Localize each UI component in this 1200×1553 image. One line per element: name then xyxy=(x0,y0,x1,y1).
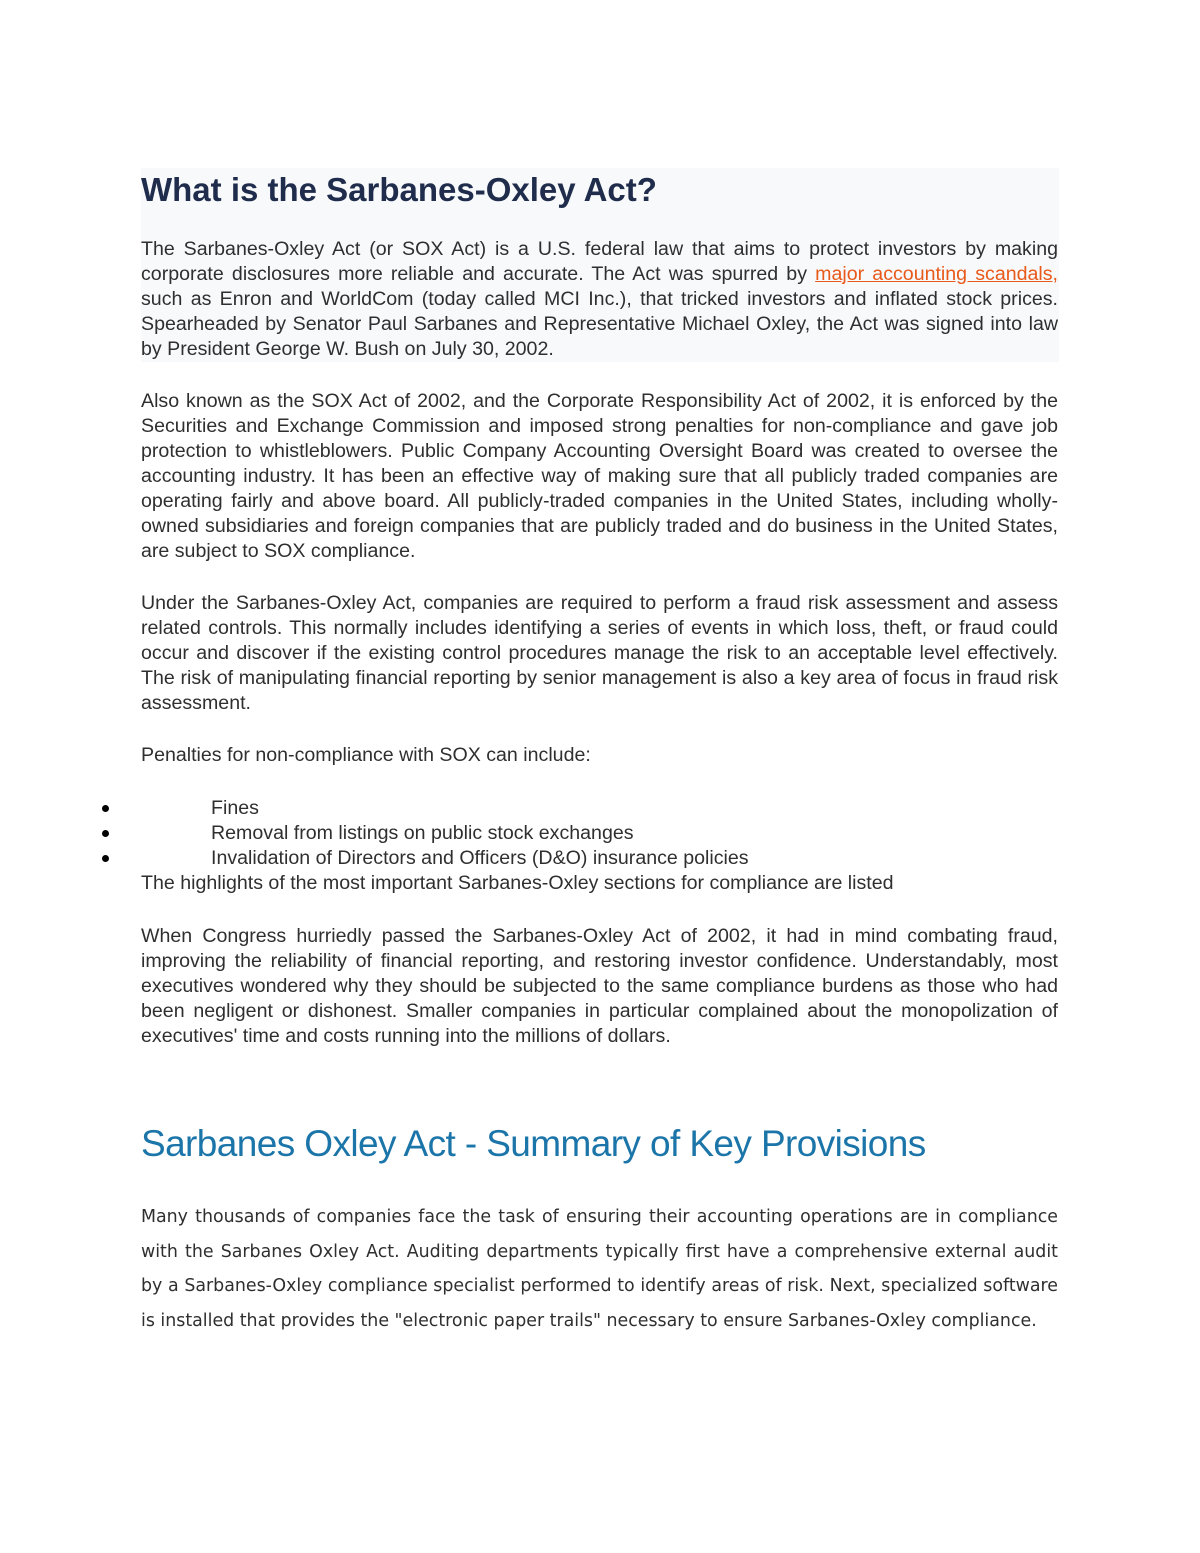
paragraph-also-known-as: Also known as the SOX Act of 2002, and the Corporate Responsibility Act of 2002, it is enforced by the Securities and Exchange Commission and imposed strong penalties for non-compliance and gave job protection to whistleblowers. Public Company Accounting Oversight Board was created to oversee the accounting industry. It has been an effective way of making sure that all publicly traded companies are operating fairly and above board. All publicly-traded companies in the United States, including wholly-owned subsidiaries and foreign companies that are publicly traded and do business in the United States, are subject to SOX compliance. xyxy=(141,390,1058,562)
paragraph-key-provisions: Many thousands of companies face the task of ensuring their accounting operations are in compliance with the Sarbanes Oxley Act. Auditing departments typically first have a comprehensive external audit by a Sarbanes-Oxley compliance specialist performed to identify areas of risk. Next, specialized software is installed that provides the "electronic paper trails" necessary to ensure Sarbanes-Oxley compliance. xyxy=(141,1207,1058,1331)
penalties-intro: Penalties for non-compliance with SOX can include: xyxy=(141,744,591,766)
major-accounting-scandals-link[interactable]: major accounting scandals, xyxy=(815,263,1059,285)
list-item-text: Invalidation of Directors and Officers (D&O) insurance policies xyxy=(211,847,749,869)
section-title-what-is-sox: What is the Sarbanes-Oxley Act? xyxy=(141,171,657,208)
paragraph-congress: When Congress hurriedly passed the Sarbanes-Oxley Act of 2002, it had in mind combating fraud, improving the reliability of financial reporting, and restoring investor confidence. Understandably, most executives wondered why they should be subjected to the same compliance burdens as those who had been negligent or dishonest. Smaller companies in particular complained about the monopolization of executives' time and costs running into the millions of dollars. xyxy=(141,925,1058,1047)
section-title-key-provisions: Sarbanes Oxley Act - Summary of Key Provisions xyxy=(141,1123,926,1164)
list-item-text: Fines xyxy=(211,797,259,819)
intro-paragraph xyxy=(141,237,1058,362)
intro-text-after-link: such as Enron and WorldCom (today called MCI Inc.), that tricked investors and inflated stock prices. Spearheaded by Senator Paul Sarbanes and Representative Michael Oxley, the Act was signed into law by President George W. Bush on July 30, 2002. xyxy=(141,288,1058,360)
bullet-icon xyxy=(102,830,109,837)
highlights-line: The highlights of the most important Sarbanes-Oxley sections for compliance are listed xyxy=(141,872,894,894)
intro-text-before-link: The Sarbanes-Oxley Act (or SOX Act) is a U.S. federal law that aims to protect investors by making corporate disclosures more reliable and accurate. The Act was spurred by xyxy=(141,238,1058,285)
bullet-icon xyxy=(102,855,109,862)
list-item-text: Removal from listings on public stock exchanges xyxy=(211,822,634,844)
paragraph-fraud-risk-assessment: Under the Sarbanes-Oxley Act, companies are required to perform a fraud risk assessment and assess related controls. This normally includes identifying a series of events in which loss, theft, or fraud could occur and discover if the existing control procedures manage the risk to an acceptable level effectively. The risk of manipulating financial reporting by senior management is also a key area of focus in fraud risk assessment. xyxy=(141,592,1058,714)
bullet-icon xyxy=(102,805,109,812)
